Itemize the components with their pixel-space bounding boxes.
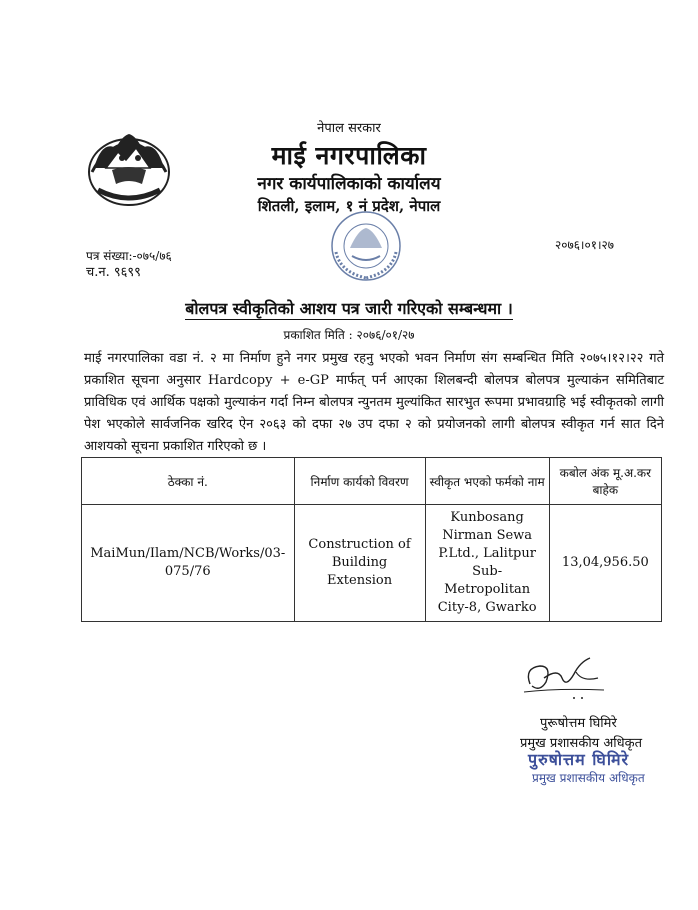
header-contract-no: ठेक्का नं. [82,458,295,505]
cell-approved-firm: Kunbosang Nirman Sewa P.Ltd., Lalitpur Sub-Metropolitan City-8, Gwarko [425,505,549,622]
office-address: शितली, इलाम, १ नं प्रदेश, नेपाल [257,197,441,215]
office-name: नगर कार्यपालिकाको कार्यालय [257,174,441,194]
subject-text: बोलपत्र स्वीकृतिको आशय पत्र जारी गरिएको सम्बन्धमा । [185,299,513,318]
header-bid-amount: कबोल अंक मू.अ.कर बाहेक [549,458,661,505]
stamp-signatory-name: पुरुषोत्तम घिमिरे [528,750,630,769]
table-row [82,505,662,622]
letter-date: २०७६।०१।२७ [554,238,614,252]
tender-table [81,457,662,622]
header-work-description: निर्माण कार्यको विवरण [294,458,425,505]
table-header-row [82,458,662,505]
signatory-name: पुरूषोत्तम घिमिरे [540,716,617,731]
signature-image [518,648,608,704]
dispatch-number: च.न. ९६९९ [86,265,141,280]
cell-bid-amount: 13,04,956.50 [549,505,661,622]
header-approved-firm: स्वीकृत भएको फर्मको नाम [425,458,549,505]
subject-line [0,297,698,319]
published-date: प्रकाशित मिति : २०७६/०१/२७ [283,328,415,342]
letter-number: पत्र संख्या:-०७५/७६ [86,249,172,263]
municipality-name: माई नगरपालिका [271,141,427,170]
notice-body: माई नगरपालिका वडा नं. २ मा निर्माण हुने नगर प्रमुख रहनु भएको भवन निर्माण संग सम्बन्धित मिति २०७५।१२।२२ गते प्रकाशित सूचना अनुसार Hardcopy + e-GP मार्फत् पर्न आएका शिलबन्दी बोलपत्र बोलपत्र मुल्याकंन समितिबाट प्राविधिक एवं आर्थिक पक्षको मुल्याकंन गर्दा निम्न बोलपत्र न्युनतम मुल्यांकित सारभुत रूपमा प्रभावग्राहि भई स्वीकृतको लागी पेश भएकोले सार्वजनिक खरिद ऐन २०६३ को दफा २७ उप दफा २ को प्रयोजनको लागी बोलपत्र स्वीकृत गर्न सात दिने आशयको सूचना प्रकाशित गरिएको छ । [84,351,664,454]
signatory-title: प्रमुख प्रशासकीय अधिकृत [520,736,643,751]
stamp-signatory-title: प्रमुख प्रशासकीय अधिकृत [532,771,645,785]
cell-work-description: Construction of Building Extension [294,505,425,622]
government-label: नेपाल सरकार [317,121,381,136]
cell-contract-no: MaiMun/Ilam/NCB/Works/03-075/76 [82,505,295,622]
municipal-stamp-seal [328,208,404,284]
